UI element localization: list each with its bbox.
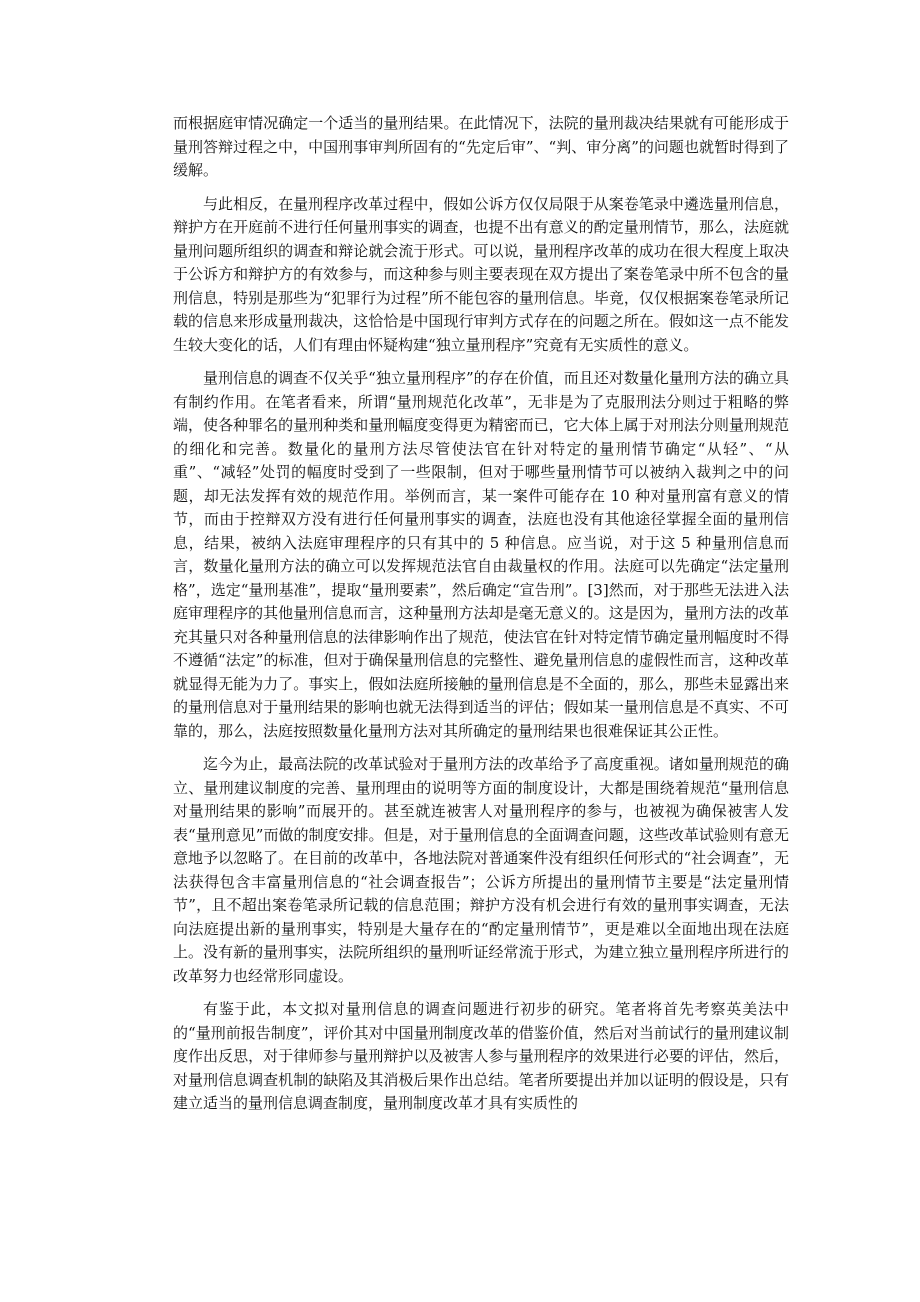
paragraph-3: 量刑信息的调查不仅关乎“独立量刑程序”的存在价值，而且还对数量化量刑方法的确立具有制约作用。在笔者看来，所谓“量刑规范化改革”，无非是为了克服刑法分则过于粗略的弊端，使各种罪名的量刑种类和量刑幅度变得更为精密而已，它大体上属于对刑法分则量刑规范的细化和完善。数量化的量刑方法尽管使法官在针对特定的量刑情节确定“从轻”、“从重”、“减轻”处罚的幅度时受到了一些限制，但对于哪些量刑情节可以被纳入裁判之中的问题，却无法发挥有效的规范作用。举例而言，某一案件可能存在 10 种对量刑富有意义的情节，而由于控辩双方没有进行任何量刑事实的调查，法庭也没有其他途径掌握全面的量刑信息，结果，被纳入法庭审理程序的只有其中的 5 种信息。应当说，对于这 5 种量刑信息而言，数量化量刑方法的确立可以发挥规范法官自由裁量权的作用。法庭可以先确定“法定量刑格”，选定“量刑基准”，提取“量刑要素”，然后确定“宣告刑”。[3]然而，对于那些无法进入法庭审理程序的其他量刑信息而言，这种量刑方法却是毫无意义的。这是因为，量刑方法的改革充其量只对各种量刑信息的法律影响作出了规范，使法官在针对特定情节确定量刑幅度时不得不遵循“法定”的标准，但对于确保量刑信息的完整性、避免量刑信息的虚假性而言，这种改革就显得无能为力了。事实上，假如法庭所接触的量刑信息是不全面的，那么，那些未显露出来的量刑信息对于量刑结果的影响也就无法得到适当的评估；假如某一量刑信息是不真实、不可靠的，那么，法庭按照数量化量刑方法对其所确定的量刑结果也很难保证其公正性。: [173, 369, 789, 740]
document-body: [173, 112, 789, 1126]
paragraph-4: 迄今为止，最高法院的改革试验对于量刑方法的改革给予了高度重视。诸如量刑规范的确立、量刑建议制度的完善、量刑理由的说明等方面的制度设计，大都是围绕着规范“量刑信息对量刑结果的影响”而展开的。甚至就连被害人对量刑程序的参与，也被视为确保被害人发表“量刑意见”而做的制度安排。但是，对于量刑信息的全面调查问题，这些改革试验则有意无意地予以忽略了。在目前的改革中，各地法院对普通案件没有组织任何形式的“社会调查”，无法获得包含丰富量刑信息的“社会调查报告”；公诉方所提出的量刑情节主要是“法定量刑情节”，且不超出案卷笔录所记载的信息范围；辩护方没有机会进行有效的量刑事实调查，无法向法庭提出新的量刑事实，特别是大量存在的“酌定量刑情节”，更是难以全面地出现在法庭上。没有新的量刑事实，法院所组织的量刑听证经常流于形式，为建立独立量刑程序所进行的改革努力也经常形同虚设。: [173, 755, 789, 985]
paragraph-1: 而根据庭审情况确定一个适当的量刑结果。在此情况下，法院的量刑裁决结果就有可能形成于量刑答辩过程之中，中国刑事审判所固有的“先定后审”、“判、审分离”的问题也就暂时得到了缓解。: [173, 114, 789, 179]
paragraph-2: 与此相反，在量刑程序改革过程中，假如公诉方仅仅局限于从案卷笔录中遴选量刑信息，辩护方在开庭前不进行任何量刑事实的调查，也提不出有意义的酌定量刑情节，那么，法庭就量刑问题所组织的调查和辩论就会流于形式。可以说，量刑程序改革的成功在很大程度上取决于公诉方和辩护方的有效参与，而这种参与则主要表现在双方提出了案卷笔录中所不包含的量刑信息，特别是那些为“犯罪行为过程”所不能包容的量刑信息。毕竟，仅仅根据案卷笔录所记载的信息来形成量刑裁决，这恰恰是中国现行审判方式存在的问题之所在。假如这一点不能发生较大变化的话，人们有理由怀疑构建“独立量刑程序”究竟有无实质性的意义。: [173, 194, 789, 354]
paragraph-5: 有鉴于此，本文拟对量刑信息的调查问题进行初步的研究。笔者将首先考察英美法中的“量刑前报告制度”，评价其对中国量刑制度改革的借鉴价值，然后对当前试行的量刑建议制度作出反思，对于律师参与量刑辩护以及被害人参与量刑程序的效果进行必要的评估，然后，对量刑信息调查机制的缺陷及其消极后果作出总结。笔者所要提出并加以证明的假设是，只有建立适当的量刑信息调查制度，量刑制度改革才具有实质性的: [173, 1000, 789, 1112]
